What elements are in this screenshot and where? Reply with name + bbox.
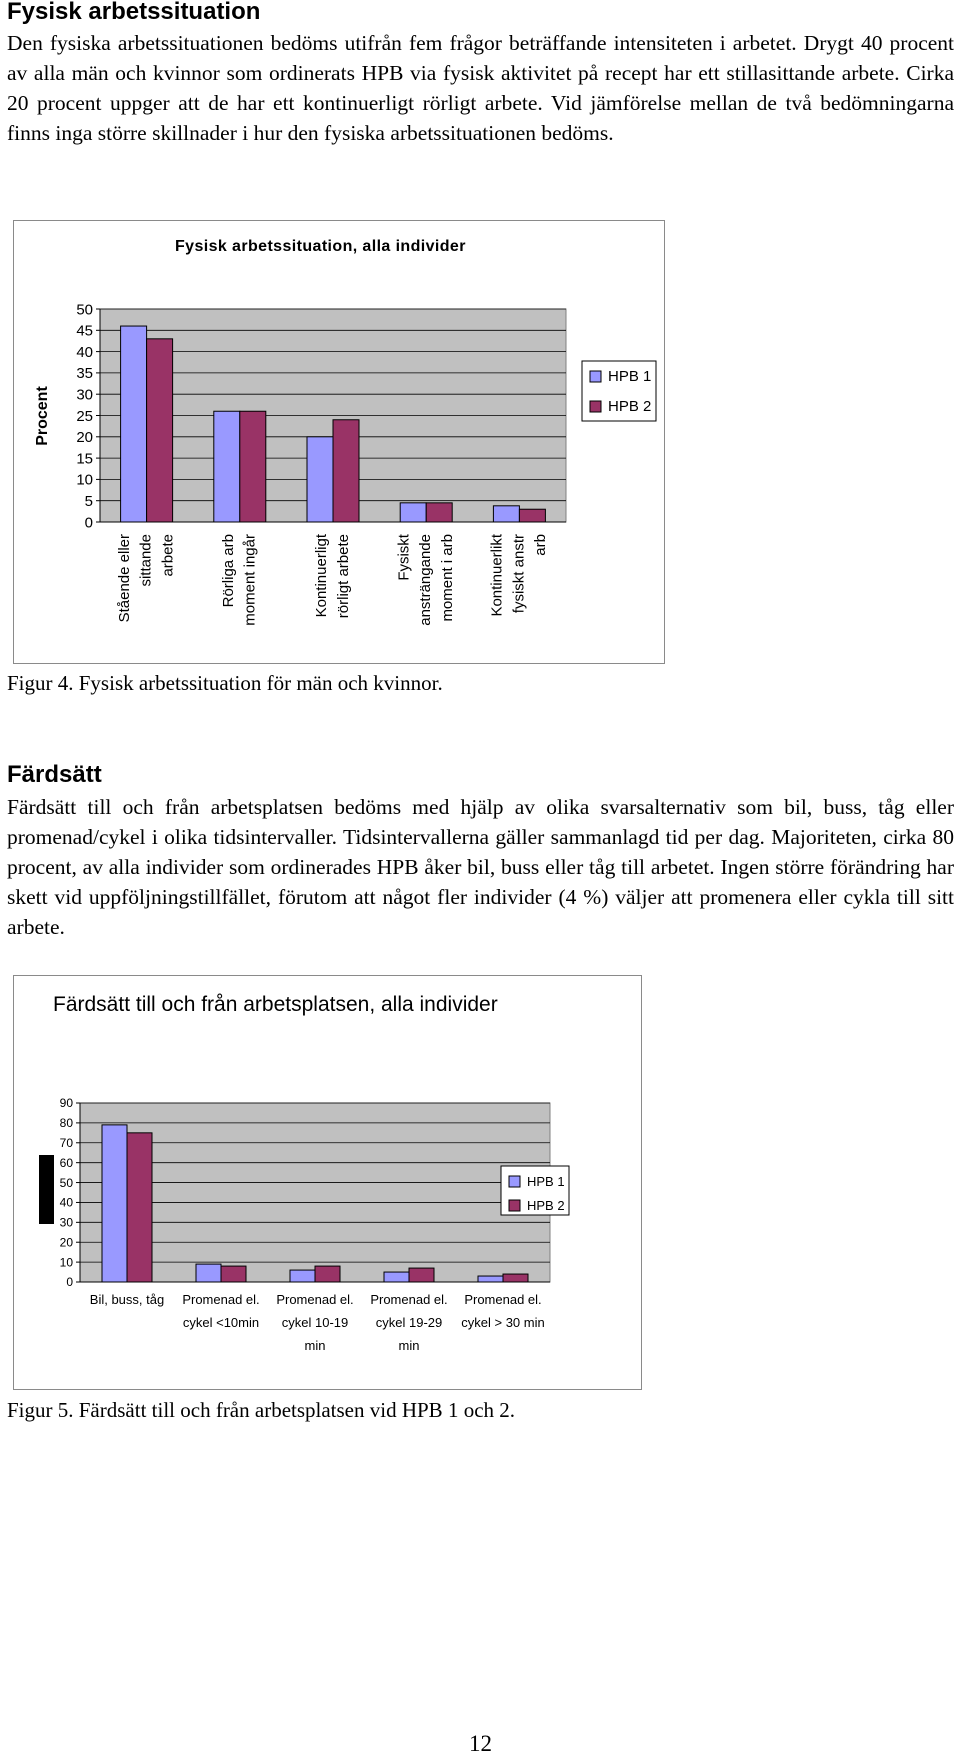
legend-label: HPB 2 [527, 1198, 565, 1213]
chart-title: Fysisk arbetssituation, alla individer [175, 238, 466, 255]
x-tick-label: fysiskt anstr [510, 534, 528, 614]
chart-title: Färdsätt till och från arbetsplatsen, alla individer [53, 993, 498, 1016]
x-tick-label: rörligt arbete [334, 534, 352, 619]
bar-hpb-2 [519, 509, 545, 522]
y-tick-label: 0 [66, 1275, 73, 1290]
bar-hpb-1 [290, 1270, 315, 1282]
bar-hpb-2 [315, 1266, 340, 1282]
legend-label: HPB 1 [527, 1174, 565, 1189]
y-tick-label: 30 [76, 386, 93, 404]
x-tick-label: min [304, 1338, 326, 1353]
x-tick-label: sittande [137, 534, 155, 587]
bar-hpb-2 [221, 1266, 246, 1282]
bar-hpb-1 [400, 503, 426, 522]
bar-hpb-2 [426, 503, 452, 522]
bar-hpb-1 [493, 506, 519, 522]
page-number: 12 [469, 1731, 492, 1756]
x-tick-label: Kontinuerlikt [488, 534, 506, 617]
y-tick-label: 10 [76, 471, 93, 489]
x-tick-label: ansträngande [417, 534, 435, 626]
y-tick-label: 80 [59, 1116, 73, 1131]
bar-hpb-2 [409, 1268, 434, 1282]
bar-hpb-1 [384, 1272, 409, 1282]
legend-swatch [590, 401, 601, 412]
y-axis-label-box [39, 1155, 54, 1224]
legend-swatch [509, 1200, 520, 1211]
section-paragraph-fardsatt: Färdsätt till och från arbetsplatsen bedöms med hjälp av olika svarsalternativ som bil, buss, tåg eller promenad/cykel i olika tidsintervaller. Tidsintervallerna gäller sammanlagd tid per dag. Majoriteten, cirka 80 procent, av alla individer som ordinerades HPB åker bil, buss eller tåg till arbetet. Ingen större förändring har skett vid uppföljningstillfället, förutom att något fler individer (4 %) väljer att promenera eller cykla till sitt arbete. [7, 795, 954, 939]
bar-chart-fardsatt [14, 976, 643, 1391]
bar-hpb-1 [121, 326, 147, 522]
figure-caption-4: Figur 4. Fysisk arbetssituation för män och kvinnor. [7, 671, 443, 695]
legend-label: HPB 2 [608, 398, 652, 415]
x-tick-label: Promenad el. [370, 1292, 448, 1307]
bar-hpb-2 [333, 420, 359, 522]
x-tick-label: Promenad el. [464, 1292, 542, 1307]
bar-hpb-1 [102, 1125, 127, 1282]
y-tick-label: 60 [59, 1155, 73, 1170]
x-tick-label: Kontinuerligt [313, 534, 331, 618]
legend-label: HPB 1 [608, 368, 652, 385]
x-tick-label: Fysiskt [395, 534, 413, 581]
chart-frame-fardsatt [13, 975, 642, 1390]
bar-hpb-1 [214, 411, 240, 522]
x-tick-label: min [398, 1338, 420, 1353]
y-tick-label: 50 [76, 301, 93, 319]
x-tick-label: cykel 10-19 [281, 1315, 349, 1330]
x-tick-label: Stående eller [115, 534, 133, 623]
bar-hpb-1 [196, 1264, 221, 1282]
y-tick-label: 25 [76, 407, 93, 425]
y-tick-label: 40 [59, 1195, 73, 1210]
x-tick-label: Promenad el. [276, 1292, 354, 1307]
x-tick-label: cykel > 30 min [461, 1315, 545, 1330]
bar-hpb-1 [478, 1276, 503, 1282]
y-tick-label: 30 [59, 1215, 73, 1230]
x-tick-label: Rörliga arb [219, 534, 237, 608]
y-tick-label: 90 [59, 1096, 73, 1111]
y-tick-label: 20 [76, 429, 93, 447]
bar-hpb-2 [147, 339, 173, 522]
y-tick-label: 40 [76, 343, 93, 361]
y-tick-label: 0 [84, 514, 93, 532]
bar-chart-fysisk [14, 221, 666, 665]
bar-hpb-1 [307, 437, 333, 522]
chart-frame-fysisk [13, 220, 665, 664]
y-tick-label: 20 [59, 1235, 73, 1250]
bar-hpb-2 [503, 1274, 528, 1282]
y-tick-label: 15 [76, 450, 93, 468]
section-heading-fysisk: Fysisk arbetssituation [7, 0, 261, 25]
y-tick-label: 5 [84, 492, 93, 510]
x-tick-label: moment ingår [241, 534, 259, 626]
x-tick-label: cykel 19-29 [375, 1315, 443, 1330]
y-tick-label: 70 [59, 1135, 73, 1150]
y-axis-label: Procent [34, 386, 51, 446]
y-tick-label: 10 [59, 1255, 73, 1270]
legend-swatch [509, 1176, 520, 1187]
bar-hpb-2 [127, 1133, 152, 1282]
legend-swatch [590, 371, 601, 382]
bar-hpb-2 [240, 411, 266, 522]
y-tick-label: 50 [59, 1175, 73, 1190]
x-tick-label: arb [532, 534, 550, 556]
y-tick-label: 45 [76, 322, 93, 340]
figure-caption-5: Figur 5. Färdsätt till och från arbetsplatsen vid HPB 1 och 2. [7, 1398, 516, 1422]
x-tick-label: moment i arb [438, 534, 456, 622]
x-tick-label: Promenad el. [182, 1292, 260, 1307]
y-tick-label: 35 [76, 365, 93, 383]
x-tick-label: cykel <10min [182, 1315, 260, 1330]
x-tick-label: arbete [159, 534, 177, 577]
x-tick-label: Bil, buss, tåg [89, 1292, 165, 1307]
section-heading-fardsatt: Färdsätt [7, 761, 102, 788]
section-paragraph-fysisk: Den fysiska arbetssituationen bedöms utifrån fem frågor beträffande intensiteten i arbetet. Drygt 40 procent av alla män och kvinnor som ordinerats HPB via fysisk aktivitet på recept har ett stillasittande arbete. Cirka 20 procent uppger att de har ett kontinuerligt rörligt arbete. Vid jämförelse mellan de två bedömningarna finns inga större skillnader i hur den fysiska arbetssituationen bedöms. [7, 31, 954, 145]
